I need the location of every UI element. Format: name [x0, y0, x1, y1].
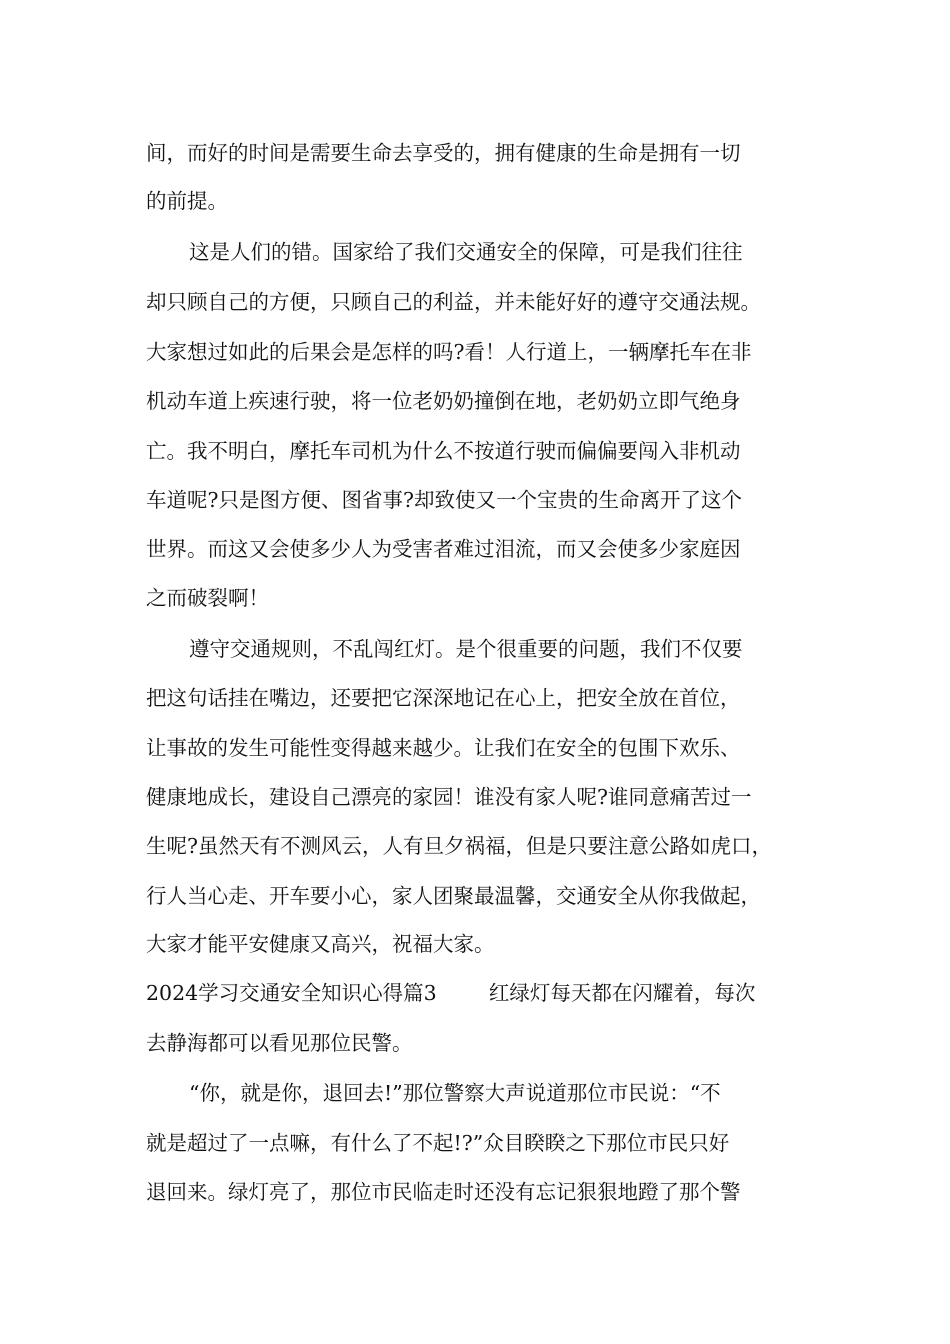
text-line: 大家才能平安健康又高兴，祝福大家。	[146, 932, 495, 956]
text-line: 大家想过如此的后果会是怎样的吗?看！人行道上，一辆摩托车在非	[146, 340, 752, 364]
text-line: 亡。我不明白，摩托车司机为什么不按道行驶而偏偏要闯入非机动	[146, 439, 741, 463]
text-line: 却只顾自己的方便，只顾自己的利益，并未能好好的遵守交通法规。	[146, 290, 761, 314]
paragraph-start-line: “你，就是你，退回去!”那位警察大声说道那位市民说：“不	[189, 1081, 721, 1105]
text-line: 让事故的发生可能性变得越来越少。让我们在安全的包围下欢乐、	[146, 736, 741, 760]
text-line: 把这句话挂在嘴边，还要把它深深地记在心上，把安全放在首位，	[146, 686, 741, 710]
text-line: 生呢?虽然天有不测风云，人有旦夕祸福，但是只要注意公路如虎口，	[146, 834, 772, 858]
text-line: 机动车道上疾速行驶，将一位老奶奶撞倒在地，老奶奶立即气绝身	[146, 389, 741, 413]
text-line: 健康地成长，建设自己漂亮的家园！谁没有家人呢?谁同意痛苦过一	[146, 785, 752, 809]
paragraph-start-line: 这是人们的错。国家给了我们交通安全的保障，可是我们往往	[189, 240, 743, 264]
text-line: 车道呢?只是图方便、图省事?却致使又一个宝贵的生命离开了这个	[146, 488, 742, 512]
text-line: 世界。而这又会使多少人为受害者难过泪流，而又会使多少家庭因	[146, 537, 741, 561]
text-line: 就是超过了一点嘛，有什么了不起!?”众目睽睽之下那位市民只好	[146, 1131, 730, 1155]
text-line: 的前提。	[146, 189, 228, 213]
text-line: 去静海都可以看见那位民警。	[146, 1031, 413, 1055]
paragraph-start-line: 遵守交通规则，不乱闯红灯。是个很重要的问题，我们不仅要	[189, 637, 743, 661]
text-line: 退回来。绿灯亮了，那位市民临走时还没有忘记狠狠地蹬了那个警	[146, 1180, 741, 1204]
text-line: 之而破裂啊！	[146, 586, 269, 610]
text-line: 间，而好的时间是需要生命去享受的，拥有健康的生命是拥有一切	[146, 141, 741, 165]
section-heading-line: 2024学习交通安全知识心得篇3 红绿灯每天都在闪耀着，每次	[146, 981, 756, 1005]
text-line: 行人当心走、开车要小心，家人团聚最温馨，交通安全从你我做起，	[146, 884, 761, 908]
